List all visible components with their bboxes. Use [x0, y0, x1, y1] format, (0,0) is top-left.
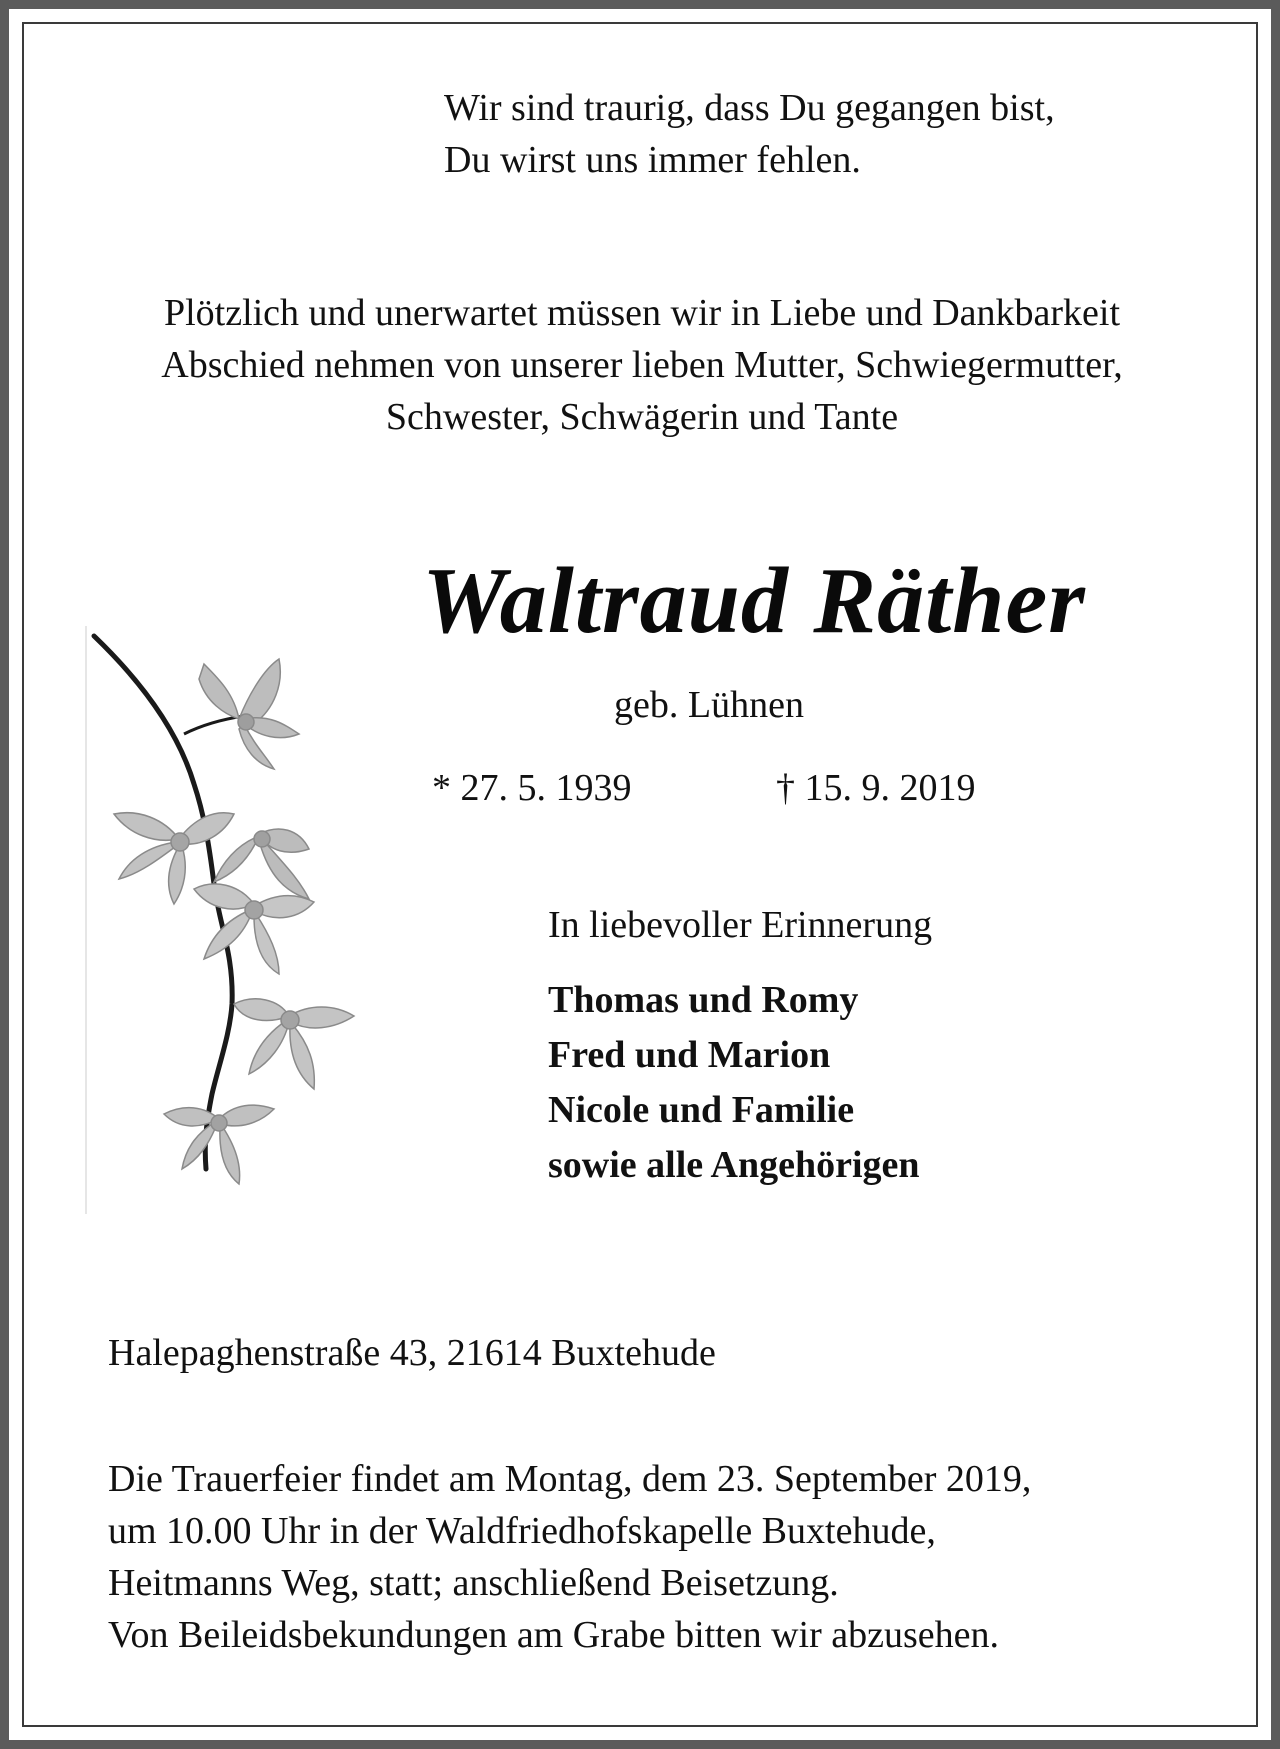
intro-line-2: Abschied nehmen von unserer lieben Mutter, Schwiegermutter,: [161, 344, 1123, 386]
deceased-name: Waltraud Räther: [422, 549, 1086, 653]
death-date: † 15. 9. 2019: [776, 767, 976, 809]
mourner-name: sowie alle Angehörigen: [548, 1144, 920, 1186]
service-line-1: Die Trauerfeier findet am Montag, dem 23. September 2019,: [108, 1458, 1032, 1500]
maiden-name: geb. Lühnen: [614, 684, 804, 726]
orchid-branch-image: [84, 624, 384, 1214]
mourner-name: Nicole und Familie: [548, 1089, 855, 1131]
verse-line-1: Wir sind traurig, dass Du gegangen bist,: [444, 87, 1055, 129]
remembrance-heading: In liebevoller Erinnerung: [548, 904, 933, 946]
service-line-4: Von Beileidsbekundungen am Grabe bitten wir abzusehen.: [108, 1614, 1000, 1656]
service-line-3: Heitmanns Weg, statt; anschließend Beisetzung.: [108, 1562, 839, 1604]
birth-date: * 27. 5. 1939: [432, 767, 632, 809]
address: Halepaghenstraße 43, 21614 Buxtehude: [108, 1332, 716, 1374]
verse-line-2: Du wirst uns immer fehlen.: [444, 139, 861, 181]
obituary-frame: [22, 22, 1258, 1727]
mourner-name: Fred und Marion: [548, 1034, 831, 1076]
mourner-name: Thomas und Romy: [548, 979, 859, 1021]
service-line-2: um 10.00 Uhr in der Waldfriedhofskapelle Buxtehude,: [108, 1510, 936, 1552]
intro-line-1: Plötzlich und unerwartet müssen wir in Liebe und Dankbarkeit: [163, 292, 1121, 334]
intro-line-3: Schwester, Schwägerin und Tante: [385, 396, 899, 438]
